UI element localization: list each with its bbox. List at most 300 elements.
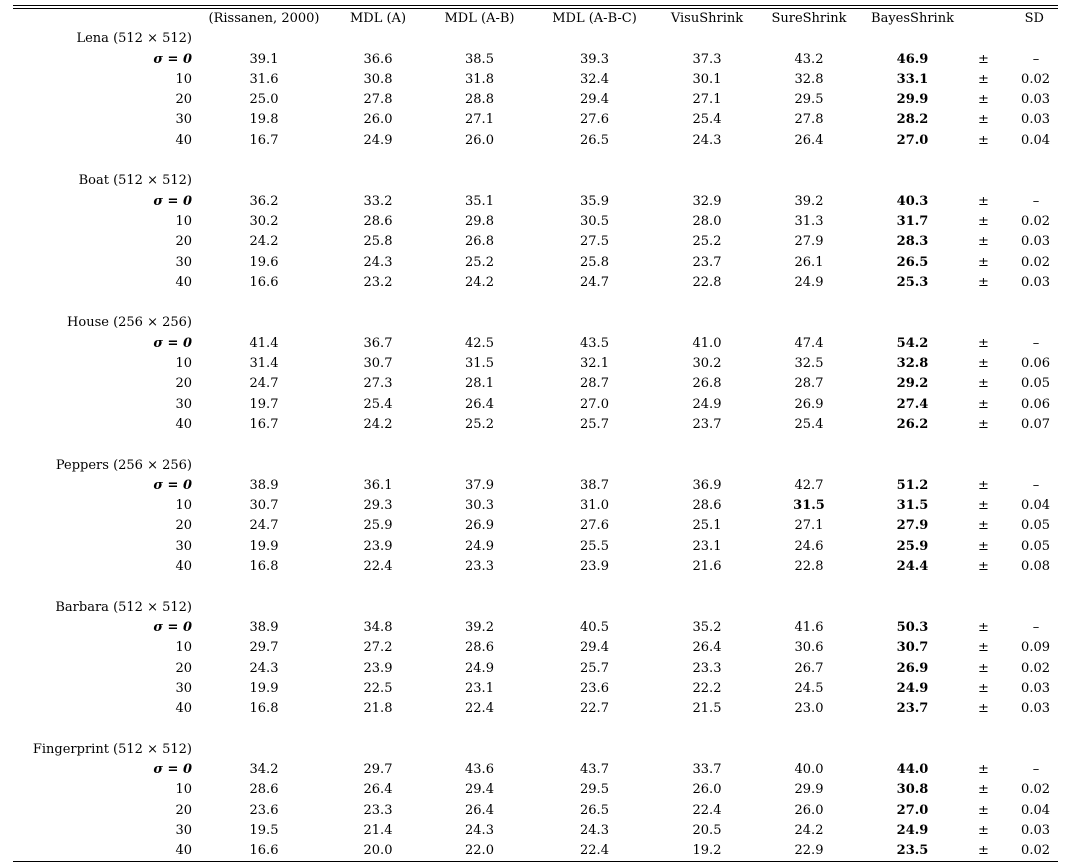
psnr-value: 23.3 [692, 660, 722, 676]
psnr-value: 40.0 [794, 761, 824, 777]
plus-minus-symbol: ± [978, 376, 989, 392]
empty-cell [760, 456, 858, 476]
spacer-cell [13, 293, 1058, 313]
psnr-value: 28.6 [465, 640, 494, 656]
sd-value: – [1032, 193, 1040, 209]
psnr-value: 26.9 [896, 660, 929, 676]
psnr-value: 19.9 [249, 680, 279, 696]
sd-value: – [1032, 761, 1040, 777]
psnr-value: 16.7 [249, 416, 279, 432]
empty-cell [535, 313, 654, 333]
plus-minus-symbol: ± [978, 822, 989, 838]
psnr-value: 22.4 [580, 843, 609, 859]
table-row [13, 395, 1058, 415]
psnr-value: 28.6 [363, 213, 393, 229]
empty-cell [424, 29, 535, 49]
psnr-value: 31.6 [249, 71, 279, 87]
psnr-value: 26.4 [692, 640, 722, 656]
header-mdl-abc: MDL (A-B-C) [552, 11, 637, 26]
spacer-cell [13, 435, 1058, 455]
psnr-value: 34.2 [249, 761, 279, 777]
noise-level-label: 20 [175, 376, 192, 392]
plus-minus-symbol: ± [978, 701, 989, 717]
plus-minus-symbol: ± [978, 498, 989, 514]
empty-cell [967, 598, 1000, 618]
psnr-value: 30.8 [363, 71, 393, 87]
empty-cell [858, 313, 967, 333]
table-row [13, 618, 1058, 638]
noise-level-label: 40 [175, 701, 192, 717]
psnr-value: 30.3 [465, 498, 494, 514]
psnr-value: 28.3 [896, 234, 929, 250]
psnr-value: 26.9 [794, 396, 824, 412]
psnr-value: 23.7 [692, 254, 722, 270]
bottom-rule [13, 861, 1058, 862]
sd-value: 0.07 [1021, 416, 1050, 432]
psnr-value: 24.9 [896, 680, 929, 696]
empty-cell [196, 313, 332, 333]
noise-level-label: σ = 0 [153, 193, 192, 209]
empty-cell [424, 598, 535, 618]
psnr-value: 24.9 [692, 396, 722, 412]
psnr-value: 27.0 [896, 132, 929, 148]
psnr-value: 44.0 [896, 761, 929, 777]
empty-cell [760, 29, 858, 49]
empty-cell [654, 456, 760, 476]
plus-minus-symbol: ± [978, 234, 989, 250]
sd-value: 0.02 [1021, 782, 1050, 798]
psnr-value: 28.6 [249, 782, 279, 798]
psnr-value: 25.8 [580, 254, 609, 270]
table-row [13, 90, 1058, 110]
psnr-value: 34.8 [363, 619, 393, 635]
psnr-value: 37.3 [692, 51, 722, 67]
sd-value: 0.02 [1021, 843, 1050, 859]
empty-cell [654, 598, 760, 618]
psnr-value: 26.9 [465, 518, 494, 534]
psnr-value: 19.6 [249, 254, 279, 270]
sd-value: 0.06 [1021, 396, 1050, 412]
header-bayesshrink: BayesShrink [871, 11, 954, 26]
sd-value: – [1032, 477, 1040, 493]
plus-minus-symbol: ± [978, 335, 989, 351]
psnr-value: 16.6 [249, 843, 279, 859]
psnr-value: 24.7 [580, 274, 609, 290]
psnr-value: 21.6 [692, 559, 722, 575]
psnr-value: 25.2 [692, 234, 722, 250]
psnr-value: 32.4 [580, 71, 609, 87]
psnr-value: 25.4 [363, 396, 393, 412]
psnr-value: 23.1 [465, 680, 494, 696]
psnr-value: 28.8 [465, 92, 494, 108]
psnr-value: 26.2 [896, 416, 929, 432]
group-name: Barbara (512 × 512) [55, 599, 192, 615]
psnr-value: 23.5 [896, 843, 929, 859]
psnr-value: 54.2 [896, 335, 929, 351]
empty-cell [760, 598, 858, 618]
empty-cell [654, 29, 760, 49]
header-row [13, 9, 1058, 29]
table-row [13, 415, 1058, 435]
table-row [13, 821, 1058, 841]
header-sd: SD [1024, 11, 1044, 26]
psnr-value: 25.0 [249, 92, 279, 108]
psnr-value: 36.1 [363, 477, 393, 493]
empty-cell [535, 29, 654, 49]
table-row [13, 496, 1058, 516]
psnr-value: 22.2 [692, 680, 722, 696]
psnr-value: 24.5 [794, 680, 824, 696]
psnr-value: 32.5 [794, 356, 824, 372]
empty-cell [196, 456, 332, 476]
plus-minus-symbol: ± [978, 112, 989, 128]
noise-level-label: 10 [175, 782, 192, 798]
psnr-value: 25.8 [363, 234, 393, 250]
plus-minus-symbol: ± [978, 274, 989, 290]
empty-cell [535, 456, 654, 476]
empty-cell [967, 171, 1000, 191]
psnr-value: 25.3 [896, 274, 929, 290]
psnr-value: 36.7 [363, 335, 393, 351]
table-row [13, 354, 1058, 374]
results-table [13, 9, 1058, 861]
psnr-value: 23.9 [363, 538, 393, 554]
sd-value: – [1032, 51, 1040, 67]
empty-cell [858, 598, 967, 618]
psnr-value: 28.1 [465, 376, 494, 392]
psnr-value: 22.0 [465, 843, 494, 859]
plus-minus-symbol: ± [978, 761, 989, 777]
psnr-value: 22.4 [363, 559, 393, 575]
sd-value: 0.08 [1021, 559, 1050, 575]
header-pm-blank [967, 9, 1000, 29]
table-row [13, 699, 1058, 719]
sd-value: 0.03 [1021, 92, 1050, 108]
psnr-value: 23.3 [363, 802, 393, 818]
psnr-value: 26.7 [794, 660, 824, 676]
group-name: Peppers (256 × 256) [55, 457, 192, 473]
psnr-value: 39.1 [249, 51, 279, 67]
plus-minus-symbol: ± [978, 477, 989, 493]
table-row [13, 801, 1058, 821]
table-row [13, 760, 1058, 780]
table-row [13, 659, 1058, 679]
plus-minus-symbol: ± [978, 213, 989, 229]
empty-cell [858, 171, 967, 191]
empty-cell [196, 740, 332, 760]
empty-cell [858, 740, 967, 760]
noise-level-label: σ = 0 [153, 51, 192, 67]
psnr-value: 30.8 [896, 782, 929, 798]
psnr-value: 27.2 [363, 640, 393, 656]
psnr-value: 19.7 [249, 396, 279, 412]
psnr-value: 31.5 [793, 498, 825, 514]
psnr-value: 39.2 [794, 193, 824, 209]
psnr-value: 32.1 [580, 356, 609, 372]
plus-minus-symbol: ± [978, 193, 989, 209]
psnr-value: 22.4 [692, 802, 722, 818]
psnr-value: 31.7 [896, 213, 929, 229]
results-table-container [13, 5, 1058, 862]
empty-cell [332, 598, 424, 618]
psnr-value: 23.6 [580, 680, 609, 696]
psnr-value: 41.0 [692, 335, 722, 351]
table-row [13, 638, 1058, 658]
psnr-value: 30.2 [249, 213, 279, 229]
empty-cell [654, 171, 760, 191]
plus-minus-symbol: ± [978, 619, 989, 635]
psnr-value: 40.5 [580, 619, 609, 635]
psnr-value: 26.5 [896, 254, 929, 270]
table-body [13, 29, 1058, 861]
plus-minus-symbol: ± [978, 538, 989, 554]
psnr-value: 27.1 [465, 112, 494, 128]
psnr-value: 25.9 [363, 518, 393, 534]
plus-minus-symbol: ± [978, 660, 989, 676]
plus-minus-symbol: ± [978, 559, 989, 575]
psnr-value: 41.6 [794, 619, 824, 635]
psnr-value: 16.8 [249, 559, 279, 575]
noise-level-label: 40 [175, 274, 192, 290]
psnr-value: 26.8 [465, 234, 494, 250]
noise-level-label: 30 [175, 822, 192, 838]
psnr-value: 36.6 [363, 51, 393, 67]
noise-level-label: 20 [175, 92, 192, 108]
noise-level-label: 20 [175, 660, 192, 676]
noise-level-label: 30 [175, 112, 192, 128]
group-name: Lena (512 × 512) [76, 31, 192, 47]
psnr-value: 43.2 [794, 51, 824, 67]
sd-value: 0.03 [1021, 680, 1050, 696]
noise-level-label: σ = 0 [153, 619, 192, 635]
noise-level-label: 30 [175, 396, 192, 412]
psnr-value: 25.5 [580, 538, 609, 554]
psnr-value: 42.5 [465, 335, 494, 351]
group-header-row [13, 598, 1058, 618]
psnr-value: 29.9 [794, 782, 824, 798]
sd-value: 0.03 [1021, 701, 1050, 717]
psnr-value: 19.5 [249, 822, 279, 838]
plus-minus-symbol: ± [978, 416, 989, 432]
psnr-value: 23.7 [692, 416, 722, 432]
noise-level-label: σ = 0 [153, 477, 192, 493]
psnr-value: 30.2 [692, 356, 722, 372]
group-header-row [13, 171, 1058, 191]
psnr-value: 16.6 [249, 274, 279, 290]
psnr-value: 26.0 [692, 782, 722, 798]
psnr-value: 29.8 [465, 213, 494, 229]
psnr-value: 24.3 [692, 132, 722, 148]
psnr-value: 26.5 [580, 132, 609, 148]
psnr-value: 16.7 [249, 132, 279, 148]
sd-value: – [1032, 619, 1040, 635]
sd-value: 0.04 [1021, 498, 1050, 514]
psnr-value: 24.4 [896, 559, 929, 575]
noise-level-label: 10 [175, 213, 192, 229]
psnr-value: 32.8 [896, 356, 929, 372]
empty-cell [967, 313, 1000, 333]
psnr-value: 27.6 [580, 112, 609, 128]
plus-minus-symbol: ± [978, 356, 989, 372]
noise-level-label: σ = 0 [153, 761, 192, 777]
psnr-value: 28.6 [692, 498, 722, 514]
table-row [13, 516, 1058, 536]
table-row [13, 212, 1058, 232]
sd-value: 0.04 [1021, 802, 1050, 818]
psnr-value: 25.4 [692, 112, 722, 128]
noise-level-label: 10 [175, 356, 192, 372]
noise-level-label: 10 [175, 640, 192, 656]
plus-minus-symbol: ± [978, 782, 989, 798]
empty-cell [1000, 29, 1058, 49]
noise-level-label: 10 [175, 498, 192, 514]
empty-cell [967, 740, 1000, 760]
noise-level-label: 40 [175, 843, 192, 859]
psnr-value: 26.0 [465, 132, 494, 148]
psnr-value: 22.4 [465, 701, 494, 717]
psnr-value: 23.6 [249, 802, 279, 818]
psnr-value: 23.1 [692, 538, 722, 554]
empty-cell [760, 740, 858, 760]
table-row [13, 253, 1058, 273]
psnr-value: 26.5 [580, 802, 609, 818]
header-rissanen: (Rissanen, 2000) [208, 11, 320, 26]
table-row [13, 780, 1058, 800]
group-spacer [13, 435, 1058, 455]
group-header-row [13, 740, 1058, 760]
psnr-value: 27.9 [896, 518, 929, 534]
sd-value: 0.05 [1021, 376, 1050, 392]
psnr-value: 29.4 [580, 92, 609, 108]
psnr-value: 23.2 [363, 274, 393, 290]
empty-cell [196, 598, 332, 618]
table-row [13, 334, 1058, 354]
psnr-value: 35.1 [465, 193, 494, 209]
psnr-value: 30.7 [249, 498, 279, 514]
psnr-value: 28.7 [794, 376, 824, 392]
psnr-value: 24.9 [896, 822, 929, 838]
psnr-value: 26.1 [794, 254, 824, 270]
psnr-value: 23.7 [896, 701, 929, 717]
plus-minus-symbol: ± [978, 680, 989, 696]
psnr-value: 27.8 [794, 112, 824, 128]
psnr-value: 24.2 [465, 274, 494, 290]
psnr-value: 23.9 [363, 660, 393, 676]
plus-minus-symbol: ± [978, 71, 989, 87]
psnr-value: 24.7 [249, 518, 279, 534]
group-name: Boat (512 × 512) [78, 173, 192, 189]
psnr-value: 24.6 [794, 538, 824, 554]
plus-minus-symbol: ± [978, 843, 989, 859]
psnr-value: 47.4 [794, 335, 824, 351]
psnr-value: 27.1 [794, 518, 824, 534]
table-row [13, 374, 1058, 394]
table-row [13, 131, 1058, 151]
table-row [13, 50, 1058, 70]
psnr-value: 33.1 [896, 71, 929, 87]
psnr-value: 24.7 [249, 376, 279, 392]
psnr-value: 22.7 [580, 701, 609, 717]
psnr-value: 25.4 [794, 416, 824, 432]
empty-cell [1000, 740, 1058, 760]
empty-cell [535, 740, 654, 760]
sd-value: 0.03 [1021, 112, 1050, 128]
psnr-value: 29.9 [896, 92, 929, 108]
psnr-value: 29.7 [249, 640, 279, 656]
psnr-value: 42.7 [794, 477, 824, 493]
header-mdl-ab: MDL (A-B) [444, 11, 515, 26]
psnr-value: 22.9 [794, 843, 824, 859]
psnr-value: 23.9 [580, 559, 609, 575]
psnr-value: 26.0 [794, 802, 824, 818]
psnr-value: 31.0 [580, 498, 609, 514]
plus-minus-symbol: ± [978, 132, 989, 148]
psnr-value: 26.4 [465, 802, 494, 818]
psnr-value: 27.8 [363, 92, 393, 108]
psnr-value: 24.9 [794, 274, 824, 290]
psnr-value: 43.5 [580, 335, 609, 351]
group-name: Fingerprint (512 × 512) [32, 741, 192, 757]
group-name: House (256 × 256) [67, 315, 192, 331]
psnr-value: 22.8 [692, 274, 722, 290]
empty-cell [196, 29, 332, 49]
empty-cell [332, 29, 424, 49]
psnr-value: 38.9 [249, 477, 279, 493]
psnr-value: 25.2 [465, 416, 494, 432]
psnr-value: 29.4 [465, 782, 494, 798]
psnr-value: 29.4 [580, 640, 609, 656]
psnr-value: 51.2 [896, 477, 929, 493]
psnr-value: 31.5 [896, 498, 929, 514]
psnr-value: 24.9 [465, 660, 494, 676]
noise-level-label: 10 [175, 71, 192, 87]
psnr-value: 24.2 [249, 234, 279, 250]
psnr-value: 24.3 [363, 254, 393, 270]
empty-cell [424, 456, 535, 476]
noise-level-label: 30 [175, 538, 192, 554]
table-row [13, 557, 1058, 577]
psnr-value: 38.7 [580, 477, 609, 493]
group-header-row [13, 313, 1058, 333]
sd-value: 0.03 [1021, 234, 1050, 250]
empty-cell [1000, 456, 1058, 476]
empty-cell [760, 313, 858, 333]
psnr-value: 32.8 [794, 71, 824, 87]
noise-level-label: 20 [175, 518, 192, 534]
empty-cell [332, 456, 424, 476]
noise-level-label: 20 [175, 234, 192, 250]
sd-value: 0.02 [1021, 213, 1050, 229]
psnr-value: 23.3 [465, 559, 494, 575]
noise-level-label: σ = 0 [153, 335, 192, 351]
noise-level-label: 30 [175, 254, 192, 270]
psnr-value: 25.1 [692, 518, 722, 534]
header-sureshrink: SureShrink [771, 11, 847, 26]
psnr-value: 20.5 [692, 822, 722, 838]
empty-cell [535, 171, 654, 191]
psnr-value: 22.5 [363, 680, 393, 696]
empty-cell [858, 456, 967, 476]
psnr-value: 29.7 [363, 761, 393, 777]
empty-cell [332, 740, 424, 760]
psnr-value: 27.9 [794, 234, 824, 250]
empty-cell [967, 456, 1000, 476]
plus-minus-symbol: ± [978, 254, 989, 270]
empty-cell [858, 29, 967, 49]
header-mdl-a: MDL (A) [349, 11, 407, 26]
psnr-value: 26.4 [794, 132, 824, 148]
psnr-value: 22.8 [794, 559, 824, 575]
